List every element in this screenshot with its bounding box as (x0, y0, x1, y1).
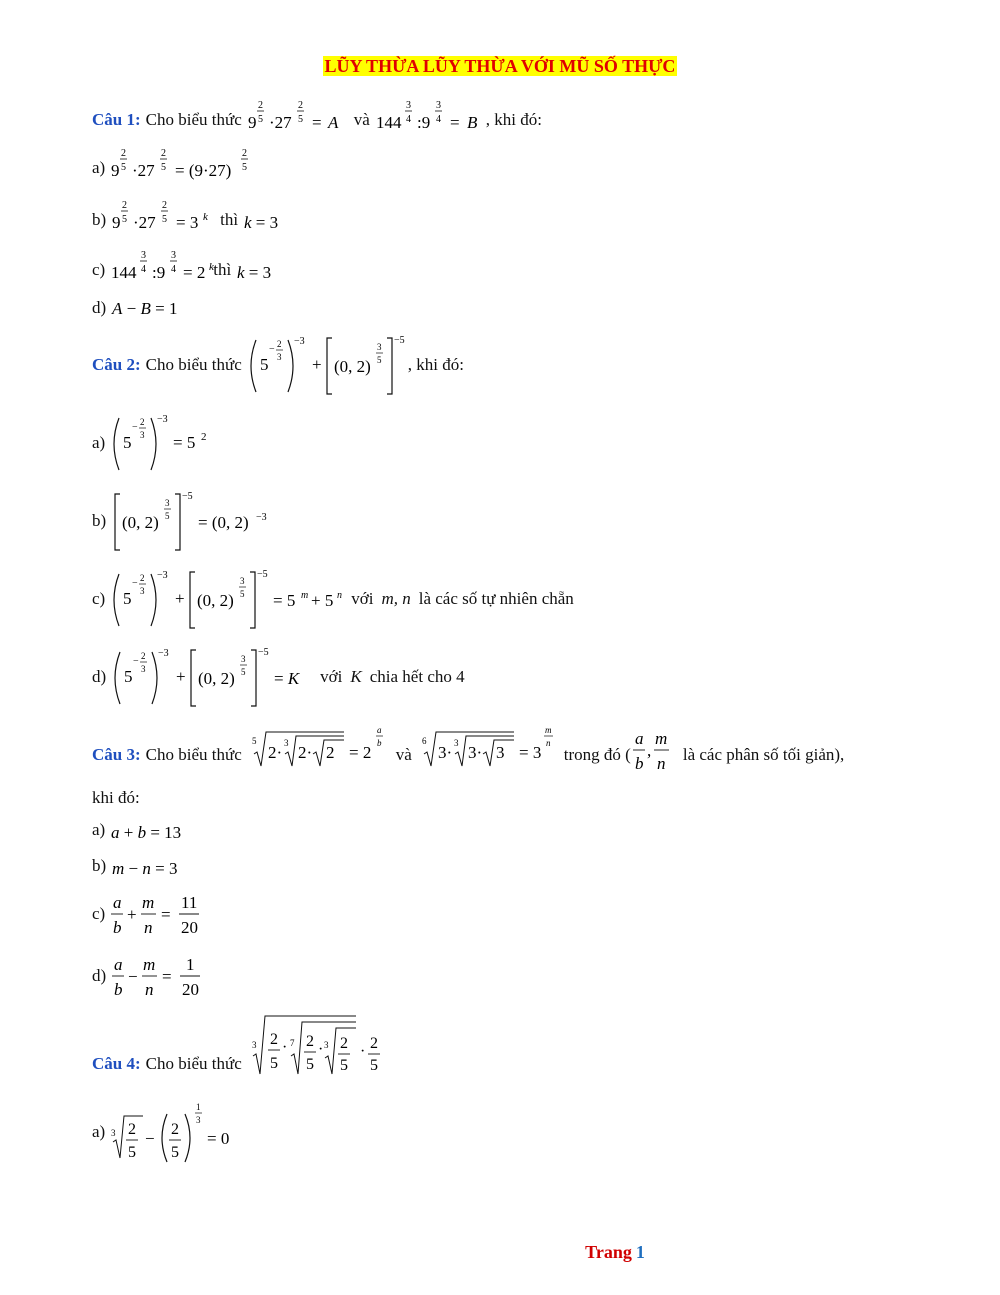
svg-text:2: 2 (140, 417, 145, 427)
svg-text:3: 3 (165, 498, 170, 508)
svg-text:3: 3 (276, 352, 282, 362)
svg-text:b: b (376, 738, 382, 748)
option-label: a) (92, 158, 106, 177)
svg-text:3: 3 (171, 250, 177, 261)
inline-text: là các số tự nhiên chẵn (418, 589, 574, 608)
math-expression (112, 490, 272, 552)
svg-text:5: 5 (240, 589, 245, 599)
svg-text:9: 9 (112, 213, 121, 232)
svg-text:3: 3 (196, 1115, 201, 1125)
svg-text:2: 2 (339, 1035, 348, 1052)
svg-text:−: − (145, 1129, 155, 1148)
svg-text:5: 5 (269, 1055, 278, 1072)
option-label: a) (92, 1122, 106, 1141)
svg-text:= 0: = 0 (207, 1129, 230, 1148)
option-a (92, 812, 201, 848)
question-label: Câu 4: (92, 1054, 141, 1073)
svg-text:a: a (114, 955, 123, 974)
svg-text:2: 2 (257, 100, 263, 111)
svg-text:+: + (175, 589, 185, 608)
svg-text:,: , (646, 741, 652, 760)
svg-text:2: 2 (305, 1033, 314, 1050)
svg-text:A: A (327, 113, 339, 132)
svg-text:b: b (114, 980, 123, 999)
svg-text:6: 6 (421, 736, 427, 746)
question-intro: Cho biểu thức (145, 110, 242, 129)
svg-text:2: 2 (201, 431, 207, 443)
question-intro: Cho biểu thức (145, 1054, 242, 1073)
svg-text:+: + (127, 905, 137, 924)
question-label: Câu 1: (92, 110, 141, 129)
svg-text:a: a (634, 729, 644, 748)
svg-text:A − B = 1: A − B = 1 (112, 299, 178, 318)
option-label: a) (92, 820, 106, 839)
svg-text:3: 3 (241, 654, 246, 664)
math-expression (250, 1012, 386, 1078)
svg-text:m: m (301, 590, 309, 601)
math-expression (248, 334, 408, 396)
svg-text:5: 5 (124, 667, 133, 686)
inline-text: trong đó ( (563, 745, 631, 764)
svg-text:3: 3 (240, 576, 245, 586)
svg-text:3: 3 (435, 100, 441, 111)
svg-text:2: 2 (369, 1035, 378, 1052)
option-b (92, 198, 294, 242)
svg-text:5: 5 (162, 214, 168, 225)
svg-text:B: B (466, 113, 478, 132)
svg-text:m: m (544, 725, 552, 735)
svg-text:2: 2 (121, 148, 127, 159)
question-label: Câu 2: (92, 355, 141, 374)
option-label: d) (92, 966, 107, 985)
svg-text:5: 5 (376, 355, 382, 365)
svg-text:= K: = K (274, 669, 300, 688)
svg-text:·: · (281, 1039, 288, 1056)
svg-text:1: 1 (186, 955, 195, 974)
svg-text:·27: ·27 (268, 113, 292, 132)
svg-text:11: 11 (181, 893, 198, 912)
option-label: a) (92, 433, 106, 452)
math-expression (112, 646, 312, 708)
option-label: b) (92, 511, 107, 530)
svg-text:m: m (143, 955, 156, 974)
question-tail: , khi đó: (407, 355, 464, 374)
svg-text:3·: 3· (467, 743, 482, 762)
svg-text:4: 4 (405, 114, 411, 125)
option-d (92, 286, 192, 330)
svg-text:4: 4 (141, 264, 147, 275)
math-expression (111, 568, 343, 630)
option-label: d) (92, 298, 107, 317)
svg-text:3: 3 (453, 738, 459, 748)
math-expression (112, 848, 202, 884)
svg-text:3: 3 (495, 743, 505, 762)
svg-text:(0, 2): (0, 2) (198, 669, 235, 688)
math-expression (112, 198, 214, 242)
svg-text:k: k (203, 211, 209, 223)
question-intro: Cho biểu thức (145, 355, 242, 374)
math-expression (111, 1102, 241, 1162)
svg-text:−: − (128, 967, 138, 986)
question-intro: Cho biểu thức (145, 745, 242, 764)
svg-text:−3: −3 (158, 648, 169, 659)
svg-text:2: 2 (297, 100, 303, 111)
svg-text:n: n (144, 918, 153, 937)
math-expression (112, 950, 212, 1002)
svg-text:−3: −3 (157, 414, 168, 425)
option-b (92, 490, 272, 552)
page-title: LŨY THỪA LŨY THỪA VỚI MŨ SỐ THỰC (324, 56, 676, 76)
inline-text: chia hết cho 4 (369, 667, 465, 686)
svg-text:5: 5 (123, 433, 132, 452)
svg-text:2: 2 (269, 1031, 278, 1048)
svg-text:3: 3 (111, 1128, 116, 1138)
svg-text:(0, 2): (0, 2) (333, 357, 371, 376)
svg-text:= 2: = 2 (348, 743, 372, 762)
svg-text:= 2: = 2 (183, 263, 206, 282)
svg-text:= 5: = 5 (173, 433, 196, 452)
svg-text:+: + (176, 667, 186, 686)
svg-text:m: m (142, 893, 155, 912)
svg-text:2: 2 (140, 573, 145, 583)
svg-text:5: 5 (297, 114, 303, 125)
svg-text:−3: −3 (157, 570, 168, 581)
svg-text:3·: 3· (437, 743, 452, 762)
svg-text:= (9·27): = (9·27) (175, 161, 232, 180)
option-c (92, 568, 574, 630)
svg-text::9: :9 (416, 113, 431, 132)
svg-text:2: 2 (325, 743, 335, 762)
svg-text:b: b (634, 754, 644, 773)
svg-text:5: 5 (251, 736, 257, 746)
svg-text:−3: −3 (256, 512, 267, 523)
svg-text:=: = (161, 905, 171, 924)
svg-text:5: 5 (122, 214, 128, 225)
svg-text:3: 3 (251, 1040, 257, 1050)
math-expression (111, 412, 221, 474)
option-label: c) (92, 260, 106, 279)
option-a (92, 146, 271, 190)
inline-text: với (320, 667, 343, 686)
svg-text:=: = (162, 967, 172, 986)
question-3-stem (92, 724, 844, 786)
svg-text:n: n (337, 590, 343, 601)
svg-text:·27: ·27 (132, 161, 155, 180)
svg-text:2: 2 (162, 200, 168, 211)
svg-text:3: 3 (141, 250, 147, 261)
math-expression (252, 724, 382, 786)
inline-text: thì (213, 260, 232, 279)
svg-text:a + b = 13: a + b = 13 (111, 823, 182, 842)
svg-text:= 3: = 3 (518, 743, 542, 762)
option-label: c) (92, 904, 106, 923)
svg-text:+: + (311, 355, 322, 374)
svg-text:m − n = 3: m − n = 3 (112, 859, 178, 878)
svg-text:144: 144 (375, 113, 402, 132)
svg-text:−: − (132, 422, 138, 433)
svg-text:= 3: = 3 (176, 213, 199, 232)
svg-text:5: 5 (369, 1057, 378, 1074)
svg-text:−: − (133, 656, 139, 667)
math-expression (237, 248, 287, 292)
svg-text:= 5: = 5 (273, 591, 296, 610)
question-1-stem (92, 98, 542, 142)
svg-text:5: 5 (128, 1144, 137, 1161)
inline-text: là các phân số tối giản), (682, 745, 845, 764)
question-tail: , khi đó: (485, 110, 542, 129)
svg-text:−3: −3 (293, 336, 305, 347)
svg-text:3: 3 (323, 1040, 329, 1050)
svg-text:2·: 2· (297, 743, 312, 762)
svg-text:5: 5 (241, 667, 246, 677)
svg-text:−5: −5 (393, 335, 405, 346)
svg-text:7: 7 (289, 1038, 295, 1048)
svg-text:=: = (449, 113, 460, 132)
svg-text:5: 5 (305, 1056, 314, 1073)
option-a (92, 1102, 241, 1162)
question-label: Câu 3: (92, 745, 141, 764)
option-label: b) (92, 210, 107, 229)
math-expression (111, 812, 201, 848)
option-label: d) (92, 667, 107, 686)
math-variables: m, n (381, 589, 411, 608)
conjunction: và (395, 745, 412, 764)
svg-text:5: 5 (242, 162, 248, 173)
svg-text:−5: −5 (182, 491, 193, 502)
math-expression (244, 198, 294, 242)
svg-text:20: 20 (181, 918, 199, 937)
conjunction: và (353, 110, 370, 129)
svg-text:a: a (113, 893, 122, 912)
option-d (92, 646, 465, 708)
svg-text:+ 5: + 5 (311, 591, 334, 610)
svg-text:144: 144 (111, 263, 137, 282)
inline-text: với (351, 589, 374, 608)
svg-text:·: · (359, 1043, 366, 1060)
math-variables: K (350, 667, 362, 686)
option-b (92, 848, 202, 884)
math-expression (112, 286, 192, 330)
math-expression (248, 98, 348, 142)
svg-text:5: 5 (259, 355, 269, 374)
math-expression (376, 98, 486, 142)
question-4-stem (92, 1012, 386, 1078)
svg-text:=: = (311, 113, 322, 132)
svg-text:·: · (317, 1041, 324, 1058)
svg-text:4: 4 (171, 264, 177, 275)
svg-text:2: 2 (242, 148, 248, 159)
option-label: b) (92, 856, 107, 875)
svg-text:2: 2 (276, 339, 282, 349)
footer-label: Trang (585, 1242, 632, 1262)
svg-text:b: b (113, 918, 122, 937)
page-footer (0, 1242, 1000, 1263)
svg-text:4: 4 (435, 114, 441, 125)
svg-text:n: n (545, 738, 551, 748)
svg-text:(0, 2): (0, 2) (122, 513, 159, 532)
option-label: c) (92, 589, 106, 608)
svg-text:2: 2 (122, 200, 128, 211)
svg-text:3: 3 (141, 664, 146, 674)
svg-text:3: 3 (140, 586, 145, 596)
svg-text:(0, 2): (0, 2) (197, 591, 235, 610)
svg-text:2: 2 (171, 1121, 180, 1138)
svg-text:= (0, 2): = (0, 2) (198, 513, 249, 532)
svg-text:9: 9 (111, 161, 120, 180)
svg-text:5: 5 (339, 1057, 348, 1074)
svg-text:3: 3 (140, 430, 145, 440)
svg-text:3: 3 (376, 342, 382, 352)
svg-text:a: a (376, 725, 382, 735)
svg-text:−5: −5 (257, 569, 268, 580)
svg-text::9: :9 (152, 263, 166, 282)
svg-text:2: 2 (141, 651, 146, 661)
svg-text:2: 2 (128, 1121, 137, 1138)
svg-text:·27: ·27 (133, 213, 156, 232)
svg-text:k = 3: k = 3 (244, 213, 279, 232)
math-expression (111, 146, 271, 190)
option-c (92, 888, 211, 940)
svg-text:−: − (268, 344, 275, 355)
svg-text:3: 3 (283, 738, 289, 748)
svg-text:−: − (132, 578, 138, 589)
inline-text: khi đó: (92, 788, 140, 807)
svg-text:5: 5 (123, 589, 132, 608)
svg-text:5: 5 (257, 114, 263, 125)
page-number: 1 (635, 1242, 645, 1262)
svg-text:−5: −5 (258, 647, 269, 658)
svg-text:5: 5 (121, 162, 127, 173)
svg-text:5: 5 (161, 162, 167, 173)
svg-text:k: k (209, 261, 215, 273)
svg-text:5: 5 (171, 1144, 180, 1161)
svg-text:5: 5 (165, 511, 170, 521)
svg-text:n: n (656, 754, 666, 773)
svg-text:k = 3: k = 3 (237, 263, 272, 282)
svg-text:1: 1 (196, 1102, 201, 1112)
question-2-stem (92, 334, 464, 396)
svg-text:9: 9 (247, 113, 257, 132)
math-expression (633, 724, 673, 786)
svg-text:2·: 2· (267, 743, 282, 762)
svg-text:20: 20 (182, 980, 200, 999)
option-d (92, 950, 212, 1002)
math-expression (422, 724, 550, 786)
svg-text:2: 2 (161, 148, 167, 159)
inline-text: thì (220, 210, 239, 229)
svg-text:m: m (654, 729, 668, 748)
svg-text:n: n (145, 980, 154, 999)
question-3-continued (92, 788, 140, 808)
math-expression (111, 888, 211, 940)
svg-text:3: 3 (405, 100, 411, 111)
option-a (92, 412, 221, 474)
